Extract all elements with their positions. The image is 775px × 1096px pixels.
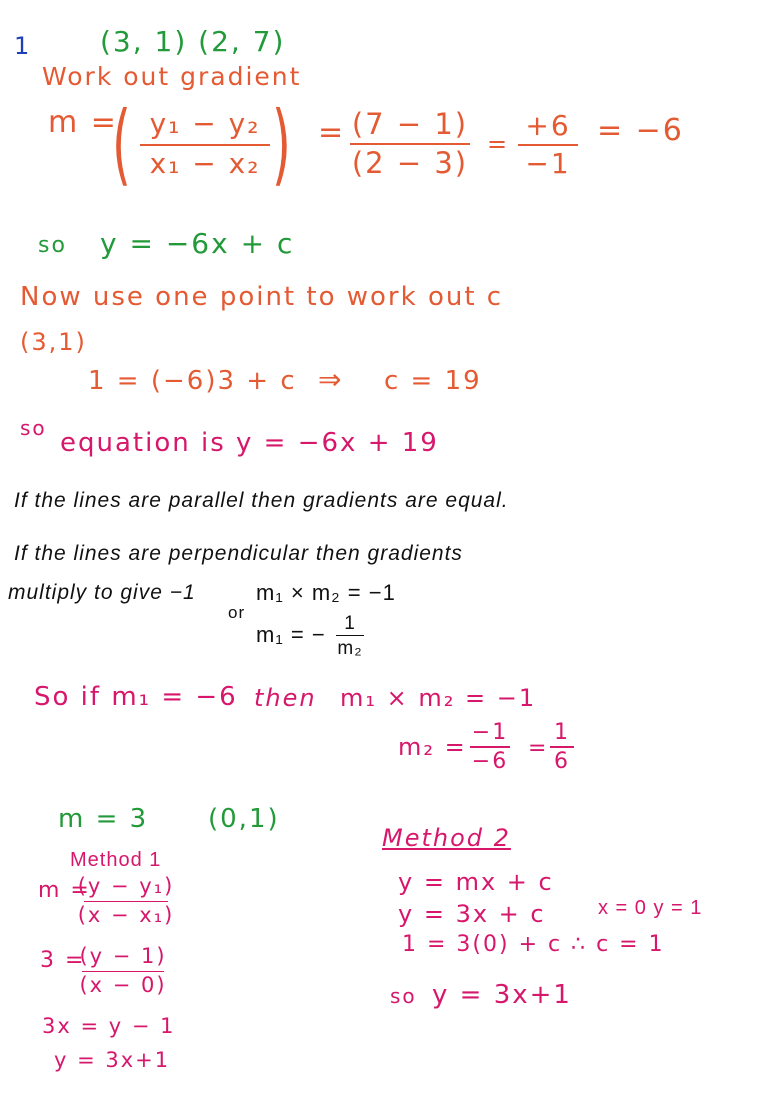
or-label: or (228, 603, 246, 622)
example-2-point: (0,1) (208, 804, 280, 834)
m2-result-fraction (550, 722, 574, 773)
final-equation-1: equation is y = −6x + 19 (60, 428, 439, 458)
method-1-m-fraction (77, 874, 175, 927)
method-2-line-1: y = mx + c (398, 868, 554, 896)
method-1-m-denominator: (x − x₁) (77, 903, 175, 927)
fraction-bar (550, 746, 574, 748)
so-label-2: so (20, 416, 47, 440)
use-point-instruction: Now use one point to work out c (20, 282, 504, 312)
gradient-numerator: y₁ − y₂ (149, 107, 261, 140)
method-2-so-label: so (390, 984, 417, 1008)
method-1-m-numerator: (y − y₁) (77, 874, 175, 898)
gradient-denominator: x₁ − x₂ (149, 147, 261, 180)
question-number: 1 (14, 32, 32, 60)
question-points: (3, 1) (2, 7) (100, 25, 286, 58)
gradient-values-fraction (350, 107, 470, 180)
m2-fraction (470, 722, 510, 773)
perpendicular-rule-product: m₁ × m₂ = −1 (256, 580, 396, 605)
gradient-m-label: m = (48, 105, 118, 140)
m2-result-denominator: 6 (554, 749, 570, 774)
method-1-line-3: 3x = y − 1 (42, 1014, 176, 1038)
parallel-note: If the lines are parallel then gradients are equal. (14, 489, 509, 512)
gradient-simplified-denominator: −1 (525, 147, 571, 180)
gradient-equals-2: = (487, 130, 510, 158)
gradient-simplified-fraction (518, 109, 578, 180)
gradient-values-numerator: (7 − 1) (351, 107, 469, 141)
gradient-result: = −6 (597, 113, 684, 148)
so-label-1: so (38, 233, 67, 258)
fraction-bar (470, 746, 510, 748)
perpendicular-example-rule: m₁ × m₂ = −1 (340, 684, 537, 712)
gradient-paren-right: ) (272, 92, 291, 195)
equation-with-c: y = −6x + c (100, 227, 295, 260)
m2-numerator: −1 (471, 720, 509, 745)
method-1-m-lhs: m = (38, 878, 91, 903)
gradient-equals-1: = (318, 115, 346, 150)
method-1-line-4: y = 3x+1 (54, 1048, 171, 1072)
rule-fraction-numerator: 1 (344, 613, 356, 634)
perpendicular-example-lead: So if m₁ = −6 (34, 682, 238, 712)
chosen-point: (3,1) (20, 328, 87, 356)
implies-arrow: ⇒ (318, 363, 344, 396)
fraction-bar (518, 144, 578, 146)
method-2-line-2: y = 3x + c (398, 900, 546, 928)
perpendicular-rule-fraction (336, 614, 364, 658)
perpendicular-note-line-2: multiply to give −1 (8, 581, 196, 604)
fraction-bar (82, 971, 164, 972)
example-2-gradient: m = 3 (58, 804, 149, 834)
method-1-three-lhs: 3 = (40, 948, 86, 973)
method-1-three-denominator: (x − 0) (79, 973, 167, 997)
rule-fraction-denominator: m₂ (337, 638, 363, 659)
m2-label: m₂ = (398, 733, 467, 761)
gradient-simplified-numerator: +6 (525, 109, 571, 142)
gradient-heading: Work out gradient (42, 62, 302, 91)
method-1-three-numerator: (y − 1) (79, 944, 167, 968)
method-1-title: Method 1 (70, 849, 162, 871)
then-label: then (254, 684, 317, 712)
gradient-paren-left: ( (112, 92, 131, 195)
fraction-bar (350, 143, 470, 145)
method-2-title: Method 2 (382, 824, 511, 852)
m2-denominator: −6 (471, 749, 509, 774)
m2-equals: = (528, 736, 549, 761)
m2-result-numerator: 1 (554, 720, 570, 745)
method-1-three-fraction (79, 944, 167, 997)
method-2-line-3: 1 = 3(0) + c ∴ c = 1 (402, 932, 665, 957)
method-2-substitution-note: x = 0 y = 1 (598, 897, 703, 919)
fraction-bar (336, 635, 364, 636)
gradient-values-denominator: (2 − 3) (351, 146, 469, 180)
method-2-final-equation: y = 3x+1 (432, 980, 572, 1010)
solve-c-rhs: c = 19 (384, 366, 482, 396)
perpendicular-note-line-1: If the lines are perpendicular then gradients (14, 542, 463, 565)
solve-c-lhs: 1 = (−6)3 + c (88, 366, 297, 396)
perpendicular-rule-reciprocal: m₁ = − (256, 622, 326, 647)
fraction-bar (140, 144, 270, 146)
fraction-bar (84, 901, 168, 902)
gradient-formula-fraction (140, 107, 270, 180)
